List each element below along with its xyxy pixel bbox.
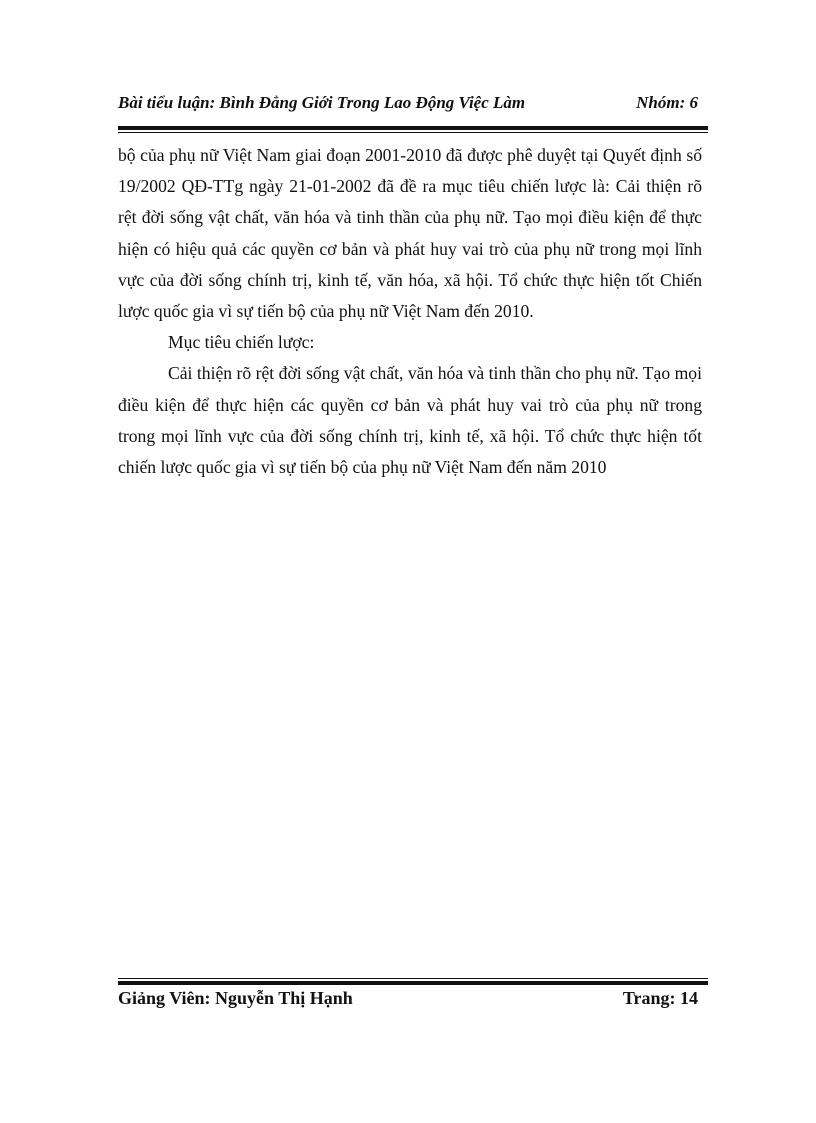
paragraph-3: Cải thiện rõ rệt đời sống vật chất, văn hóa và tinh thần cho phụ nữ. Tạo mọi điều kiện để thực hiện các quyền cơ bản và phát huy vai trò của phụ nữ trong trong mọi lĩnh vực của đời sống chính trị, kinh tế, xã hội. Tổ chức thực hiện tốt chiến lược quốc gia vì sự tiến bộ của phụ nữ Việt Nam đến năm 2010: [118, 363, 702, 478]
document-title: Bài tiểu luận: Bình Đẳng Giới Trong Lao Động Việc Làm: [118, 93, 526, 112]
page-header: [118, 93, 702, 117]
group-label: Nhóm: 6: [636, 93, 698, 112]
page-footer: [118, 988, 702, 1012]
paragraph-1: bộ của phụ nữ Việt Nam giai đoạn 2001-2010 đã được phê duyệt tại Quyết định số 19/2002 QĐ-TTg ngày 21-01-2002 đã đề ra mục tiêu chiến lược là: Cải thiện rõ rệt đời sống vật chất, văn hóa và tinh thần của phụ nữ. Tạo mọi điều kiện để thực hiện có hiệu quả các quyền cơ bản và phát huy vai trò của phụ nữ trong mọi lĩnh vực của đời sống chính trị, kinh tế, văn hóa, xã hội. Tổ chức thực hiện tốt Chiến lược quốc gia vì sự tiến bộ của phụ nữ Việt Nam đến 2010.: [118, 145, 702, 322]
paragraph-2: Mục tiêu chiến lược:: [168, 332, 315, 353]
header-rule-thin: [118, 132, 708, 133]
footer-rule-thick: [118, 981, 708, 985]
footer-rule-thin: [118, 978, 708, 979]
page-body: [118, 140, 702, 483]
page-number: Trang: 14: [622, 988, 698, 1008]
header-rule-thick: [118, 126, 708, 130]
lecturer-name: Giảng Viên: Nguyễn Thị Hạnh: [118, 988, 353, 1008]
